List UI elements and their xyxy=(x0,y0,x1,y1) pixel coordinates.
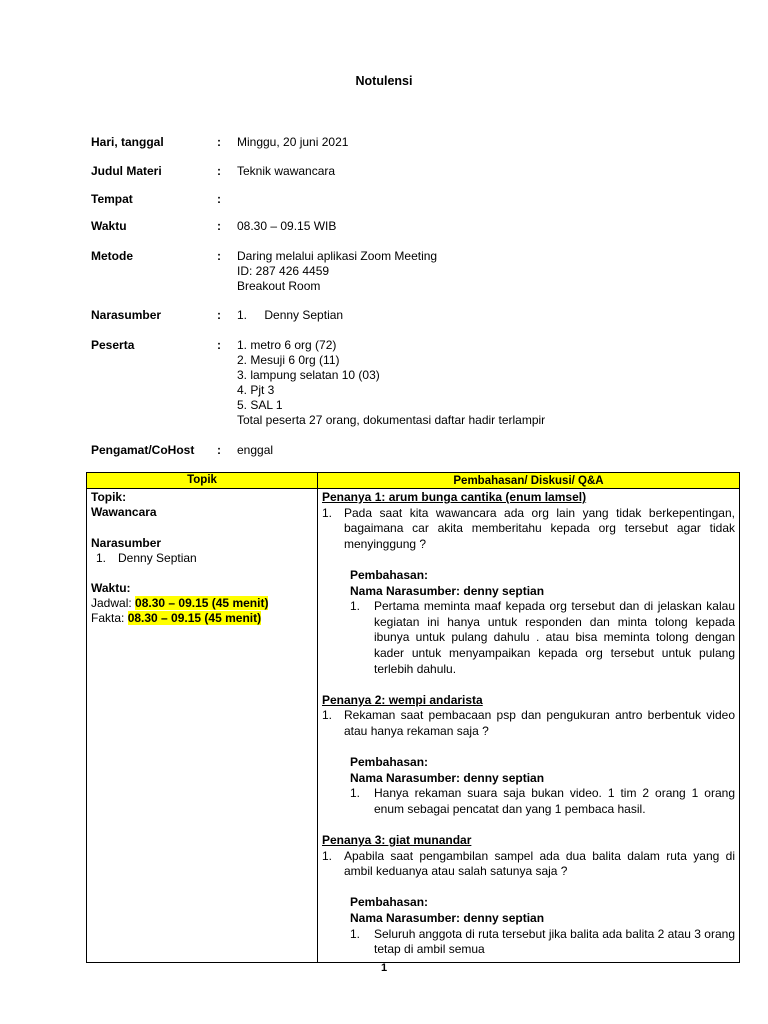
answer-item xyxy=(350,786,735,817)
meta-label: Judul Materi xyxy=(91,164,162,178)
answer-number: 1. xyxy=(350,786,361,801)
answer-text: Hanya rekaman suara saja bukan video. 1 tim 2 orang 1 orang enum sebagai pencatat dan yang 1 pembaca hasil. xyxy=(374,786,735,816)
page-number: 1 xyxy=(380,962,388,974)
meta-label: Narasumber xyxy=(91,308,162,322)
meta-colon: : xyxy=(217,338,221,352)
fakta-line xyxy=(91,611,313,626)
discussion-table xyxy=(86,472,740,963)
pembahasan-label: Pembahasan: xyxy=(350,895,429,910)
qa-cell xyxy=(318,489,740,963)
narasumber-name-line: Nama Narasumber: denny septian xyxy=(350,911,545,926)
peserta-line: 1. metro 6 org (72) xyxy=(237,338,337,352)
pembahasan-label: Pembahasan: xyxy=(350,755,429,770)
peserta-line: Total peserta 27 orang, dokumentasi daftar hadir terlampir xyxy=(237,413,546,427)
meta-value xyxy=(237,308,343,323)
header-topik: Topik xyxy=(87,473,318,489)
question-number: 1. xyxy=(322,708,333,723)
topik-label: Topik: xyxy=(91,490,127,504)
narasumber-name-line: Nama Narasumber: denny septian xyxy=(350,770,545,785)
narasumber-number: 1. xyxy=(237,308,248,322)
metode-line: Breakout Room xyxy=(237,279,321,293)
meta-colon: : xyxy=(217,164,221,178)
meta-label: Peserta xyxy=(91,338,135,352)
narasumber-item-number: 1. xyxy=(96,550,107,565)
meta-colon: : xyxy=(217,249,221,263)
answer-number: 1. xyxy=(350,599,361,614)
answer-block xyxy=(322,895,735,957)
meta-colon: : xyxy=(217,219,221,233)
question-heading: Penanya 1: arum bunga cantika (enum lamsel) xyxy=(322,490,587,504)
peserta-line: 4. Pjt 3 xyxy=(237,383,275,397)
peserta-line: 5. SAL 1 xyxy=(237,398,283,412)
narasumber-name: Denny Septian xyxy=(264,308,344,322)
meta-label: Waktu xyxy=(91,219,127,233)
table-row xyxy=(87,489,740,963)
meta-value: Teknik wawancara xyxy=(237,164,336,178)
jadwal-label: Jadwal: xyxy=(91,596,136,611)
question-item xyxy=(322,506,735,553)
meta-value-lines xyxy=(237,338,545,428)
narasumber-item xyxy=(91,551,313,566)
question-text: Rekaman saat pembacaan psp dan pengukuran antro berbentuk video atau hanya rekaman saja ? xyxy=(344,708,735,738)
question-text: Pada saat kita wawancara ada org lain yang tidak berkepentingan, bagaimana car akita memberitahu kepada org tersebut agar tidak menyinggung ? xyxy=(344,505,735,551)
topik-value: Wawancara xyxy=(91,505,157,519)
question-heading: Penanya 3: giat munandar xyxy=(322,833,472,848)
peserta-line: 2. Mesuji 6 0rg (11) xyxy=(237,353,340,367)
waktu-label: Waktu: xyxy=(91,581,131,596)
narasumber-name-line: Nama Narasumber: denny septian xyxy=(350,583,545,598)
question-text: Apabila saat pengambilan sampel ada dua balita dalam ruta yang di ambil keduanya atau salah satunya saja ? xyxy=(344,848,735,879)
narasumber-label: Narasumber xyxy=(91,535,162,550)
header-pembahasan: Pembahasan/ Diskusi/ Q&A xyxy=(318,473,740,489)
metode-line: ID: 287 426 4459 xyxy=(237,264,330,278)
topik-cell xyxy=(87,489,318,963)
question-number: 1. xyxy=(322,848,333,863)
meta-label: Pengamat/CoHost xyxy=(91,443,195,457)
meta-value: Minggu, 20 juni 2021 xyxy=(237,135,349,149)
answer-block xyxy=(322,568,735,677)
meta-value: 08.30 – 09.15 WIB xyxy=(237,219,337,233)
meta-value: enggal xyxy=(237,443,274,457)
meta-label: Tempat xyxy=(91,192,133,206)
meta-label: Metode xyxy=(91,249,133,263)
answer-block xyxy=(322,755,735,817)
question-number: 1. xyxy=(322,505,333,520)
jadwal-value: 08.30 – 09.15 (45 menit) xyxy=(135,596,269,611)
meta-colon: : xyxy=(217,308,221,322)
answer-item xyxy=(350,927,735,958)
table-header-row xyxy=(87,473,740,489)
jadwal-line xyxy=(91,596,313,611)
question-item xyxy=(322,708,735,739)
answer-number: 1. xyxy=(350,926,361,941)
answer-text: Seluruh anggota di ruta tersebut jika balita ada balita 2 atau 3 orang tetap di ambil semua xyxy=(374,926,735,957)
meta-colon: : xyxy=(217,192,221,206)
question-item xyxy=(322,849,735,880)
question-heading: Penanya 2: wempi andarista xyxy=(322,692,483,707)
metode-line: Daring melalui aplikasi Zoom Meeting xyxy=(237,249,438,263)
meta-value-lines xyxy=(237,249,437,294)
pembahasan-label: Pembahasan: xyxy=(350,567,429,582)
peserta-line: 3. lampung selatan 10 (03) xyxy=(237,368,380,382)
fakta-value: 08.30 – 09.15 (45 menit) xyxy=(127,611,262,626)
answer-text: Pertama meminta maaf kepada org tersebut dan di jelaskan kalau kegiatan ini hanya untuk responden dan minta tolong kepada ibunya untuk pulang dahulu . atau bisa meminta tolong dengan kader untuk menyampaikan kepada org tersebut untuk pulang terlebih dahulu. xyxy=(374,599,735,676)
answer-item xyxy=(350,599,735,677)
narasumber-item-name: Denny Septian xyxy=(118,550,197,565)
meta-colon: : xyxy=(217,135,221,149)
document-title: Notulensi xyxy=(355,74,413,88)
fakta-label: Fakta: xyxy=(91,611,128,626)
meta-label: Hari, tanggal xyxy=(91,135,164,149)
meta-colon: : xyxy=(217,443,221,457)
